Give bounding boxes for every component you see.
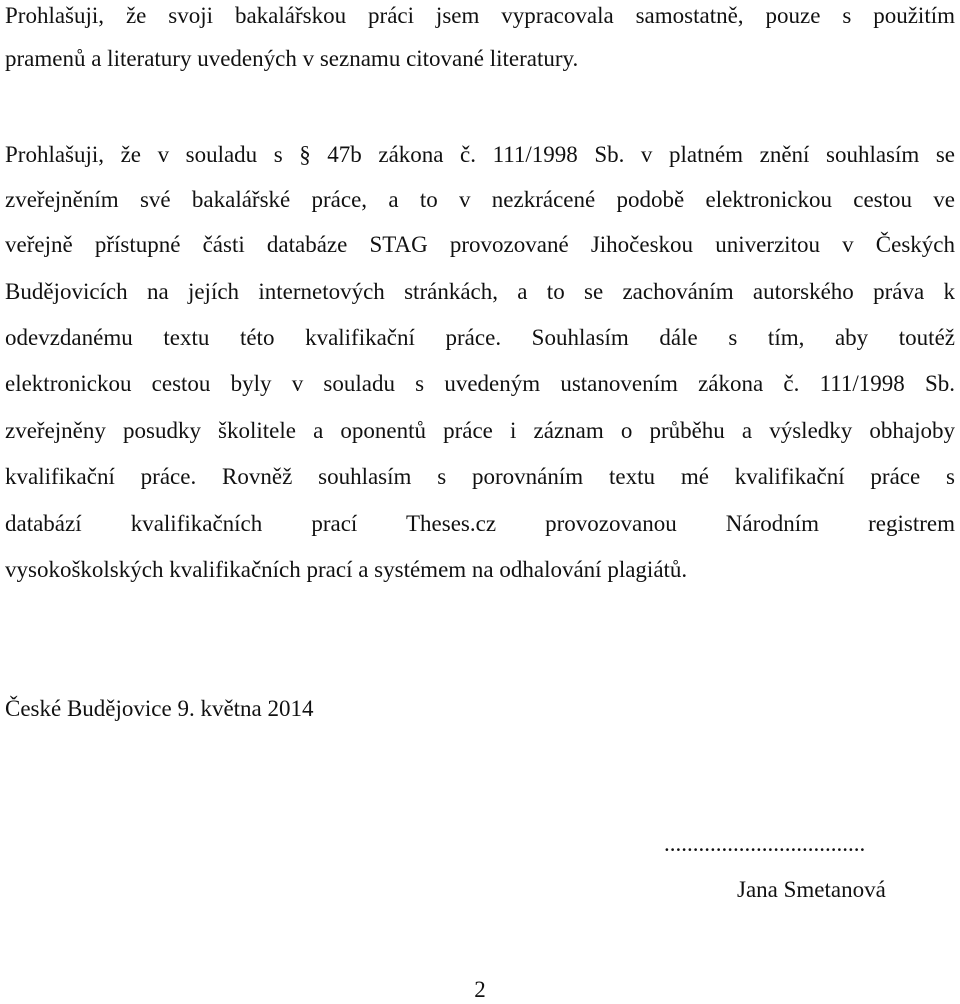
text-line: pramenů a literatury uvedených v seznamu citované literatury. — [5, 46, 579, 71]
text-line: Prohlašuji, že v souladu s § 47b zákona č. 111/1998 Sb. v platném znění souhlasím se — [5, 142, 955, 167]
text-line: veřejně přístupné části databáze STAG provozované Jihočeskou univerzitou v Českých — [5, 232, 955, 257]
signature-line: ................................... — [664, 831, 866, 856]
text-line: databází kvalifikačních prací Theses.cz provozovanou Národním registrem — [5, 511, 955, 536]
page-number: 2 — [474, 977, 486, 1002]
text-line: vysokoškolských kvalifikačních prací a systémem na odhalování plagiátů. — [5, 557, 688, 582]
signer-name: Jana Smetanová — [737, 877, 886, 902]
text-line: Budějovicích na jejích internetových stránkách, a to se zachováním autorského práva k — [5, 279, 955, 304]
text-line: Prohlašuji, že svoji bakalářskou práci jsem vypracovala samostatně, pouze s použitím — [5, 3, 955, 28]
text-line: kvalifikační práce. Rovněž souhlasím s porovnáním textu mé kvalifikační práce s — [5, 464, 955, 489]
text-line: odevzdanému textu této kvalifikační práce. Souhlasím dále s tím, aby toutéž — [5, 325, 955, 350]
text-line: zveřejněny posudky školitele a oponentů práce i záznam o průběhu a výsledky obhajoby — [5, 418, 955, 443]
text-line: zveřejněním své bakalářské práce, a to v nezkrácené podobě elektronickou cestou ve — [5, 187, 955, 212]
text-line: elektronickou cestou byly v souladu s uvedeným ustanovením zákona č. 111/1998 Sb. — [5, 371, 955, 396]
place-date: České Budějovice 9. května 2014 — [5, 696, 314, 721]
